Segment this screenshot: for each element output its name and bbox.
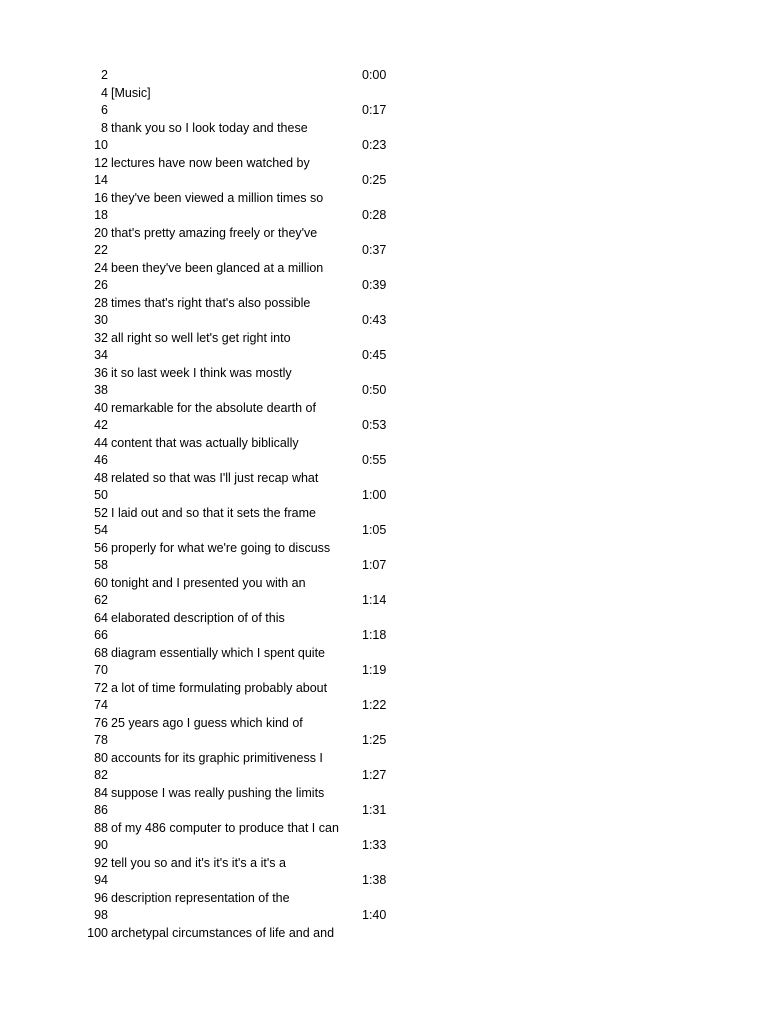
transcript-row [0, 715, 768, 733]
line-number: 98 [94, 908, 108, 922]
line-number: 94 [94, 873, 108, 887]
line-number: 54 [94, 523, 108, 537]
transcript-row [0, 67, 768, 85]
transcript-row [0, 207, 768, 225]
caption-text: [Music] [111, 85, 151, 100]
line-number: 10 [94, 138, 108, 152]
line-number: 50 [94, 488, 108, 502]
line-number: 26 [94, 278, 108, 292]
timestamp: 1:07 [362, 558, 387, 572]
caption-text: suppose I was really pushing the limits [111, 785, 325, 800]
line-number: 56 [94, 540, 108, 555]
transcript-row [0, 767, 768, 785]
line-number: 42 [94, 418, 108, 432]
transcript-sheet [0, 67, 768, 942]
line-number: 16 [94, 190, 108, 205]
transcript-row [0, 155, 768, 173]
timestamp: 0:50 [362, 383, 387, 397]
transcript-row [0, 347, 768, 365]
line-number: 82 [94, 768, 108, 782]
caption-text: times that's right that's also possible [111, 295, 311, 310]
transcript-row [0, 732, 768, 750]
caption-text: elaborated description of of this [111, 610, 285, 625]
timestamp: 0:28 [362, 208, 387, 222]
transcript-row [0, 522, 768, 540]
transcript-row [0, 417, 768, 435]
timestamp: 0:23 [362, 138, 387, 152]
caption-text: it so last week I think was mostly [111, 365, 292, 380]
transcript-row [0, 645, 768, 663]
line-number: 62 [94, 593, 108, 607]
caption-text: 25 years ago I guess which kind of [111, 715, 303, 730]
line-number: 86 [94, 803, 108, 817]
timestamp: 0:55 [362, 453, 387, 467]
transcript-row [0, 487, 768, 505]
line-number: 46 [94, 453, 108, 467]
transcript-row [0, 225, 768, 243]
line-number: 38 [94, 383, 108, 397]
line-number: 14 [94, 173, 108, 187]
transcript-row [0, 400, 768, 418]
timestamp: 0:53 [362, 418, 387, 432]
caption-text: archetypal circumstances of life and and [111, 925, 335, 940]
transcript-row [0, 925, 768, 943]
line-number: 20 [94, 225, 108, 240]
timestamp: 1:25 [362, 733, 387, 747]
transcript-row [0, 382, 768, 400]
transcript-row [0, 907, 768, 925]
timestamp: 1:31 [362, 803, 387, 817]
transcript-row [0, 242, 768, 260]
timestamp: 1:27 [362, 768, 387, 782]
line-number: 64 [94, 610, 108, 625]
timestamp: 0:45 [362, 348, 387, 362]
line-number: 92 [94, 855, 108, 870]
caption-text: of my 486 computer to produce that I can [111, 820, 339, 835]
timestamp: 1:22 [362, 698, 387, 712]
line-number: 68 [94, 645, 108, 660]
line-number: 60 [94, 575, 108, 590]
timestamp: 0:37 [362, 243, 387, 257]
caption-text: that's pretty amazing freely or they've [111, 225, 318, 240]
transcript-row [0, 802, 768, 820]
line-number: 44 [94, 435, 108, 450]
caption-text: all right so well let's get right into [111, 330, 291, 345]
transcript-row [0, 120, 768, 138]
timestamp: 1:05 [362, 523, 387, 537]
caption-text: description representation of the [111, 890, 290, 905]
caption-text: thank you so I look today and these [111, 120, 308, 135]
line-number: 96 [94, 890, 108, 905]
line-number: 12 [94, 155, 108, 170]
line-number: 58 [94, 558, 108, 572]
transcript-row [0, 592, 768, 610]
caption-text: diagram essentially which I spent quite [111, 645, 326, 660]
caption-text: they've been viewed a million times so [111, 190, 324, 205]
line-number: 36 [94, 365, 108, 380]
caption-text: accounts for its graphic primitiveness I [111, 750, 323, 765]
line-number: 74 [94, 698, 108, 712]
line-number: 78 [94, 733, 108, 747]
transcript-row [0, 365, 768, 383]
line-number: 48 [94, 470, 108, 485]
line-number: 100 [87, 925, 108, 940]
line-number: 76 [94, 715, 108, 730]
line-number: 8 [101, 120, 108, 135]
caption-text: related so that was I'll just recap what [111, 470, 319, 485]
transcript-row [0, 172, 768, 190]
transcript-row [0, 312, 768, 330]
line-number: 40 [94, 400, 108, 415]
transcript-row [0, 890, 768, 908]
transcript-row [0, 697, 768, 715]
transcript-row [0, 330, 768, 348]
timestamp: 1:40 [362, 908, 387, 922]
transcript-row [0, 277, 768, 295]
transcript-row [0, 627, 768, 645]
line-number: 80 [94, 750, 108, 765]
transcript-row [0, 872, 768, 890]
transcript-row [0, 855, 768, 873]
timestamp: 1:00 [362, 488, 387, 502]
transcript-row [0, 85, 768, 103]
caption-text: remarkable for the absolute dearth of [111, 400, 316, 415]
line-number: 6 [101, 103, 108, 117]
line-number: 34 [94, 348, 108, 362]
timestamp: 0:39 [362, 278, 387, 292]
transcript-row [0, 470, 768, 488]
transcript-row [0, 137, 768, 155]
timestamp: 0:43 [362, 313, 387, 327]
timestamp: 0:17 [362, 103, 387, 117]
caption-text: tonight and I presented you with an [111, 575, 306, 590]
transcript-row [0, 540, 768, 558]
line-number: 32 [94, 330, 108, 345]
transcript-row [0, 190, 768, 208]
line-number: 24 [94, 260, 108, 275]
caption-text: content that was actually biblically [111, 435, 299, 450]
transcript-row [0, 295, 768, 313]
line-number: 18 [94, 208, 108, 222]
transcript-row [0, 785, 768, 803]
line-number: 70 [94, 663, 108, 677]
line-number: 2 [101, 68, 108, 82]
timestamp: 1:19 [362, 663, 387, 677]
line-number: 22 [94, 243, 108, 257]
caption-text: been they've been glanced at a million [111, 260, 324, 275]
caption-text: tell you so and it's it's it's a it's a [111, 855, 286, 870]
transcript-row [0, 680, 768, 698]
line-number: 28 [94, 295, 108, 310]
timestamp: 0:25 [362, 173, 387, 187]
transcript-row [0, 820, 768, 838]
line-number: 52 [94, 505, 108, 520]
caption-text: properly for what we're going to discuss [111, 540, 331, 555]
timestamp: 1:38 [362, 873, 387, 887]
caption-text: lectures have now been watched by [111, 155, 310, 170]
transcript-row [0, 557, 768, 575]
line-number: 4 [101, 85, 108, 100]
transcript-row [0, 610, 768, 628]
caption-text: a lot of time formulating probably about [111, 680, 328, 695]
transcript-row [0, 435, 768, 453]
transcript-row [0, 662, 768, 680]
timestamp: 1:18 [362, 628, 387, 642]
transcript-row [0, 452, 768, 470]
transcript-row [0, 837, 768, 855]
timestamp: 1:14 [362, 593, 387, 607]
timestamp: 1:33 [362, 838, 387, 852]
line-number: 84 [94, 785, 108, 800]
transcript-row [0, 260, 768, 278]
line-number: 90 [94, 838, 108, 852]
line-number: 30 [94, 313, 108, 327]
line-number: 66 [94, 628, 108, 642]
transcript-row [0, 505, 768, 523]
transcript-row [0, 102, 768, 120]
line-number: 72 [94, 680, 108, 695]
line-number: 88 [94, 820, 108, 835]
transcript-row [0, 575, 768, 593]
timestamp: 0:00 [362, 68, 387, 82]
transcript-row [0, 750, 768, 768]
caption-text: I laid out and so that it sets the frame [111, 505, 316, 520]
